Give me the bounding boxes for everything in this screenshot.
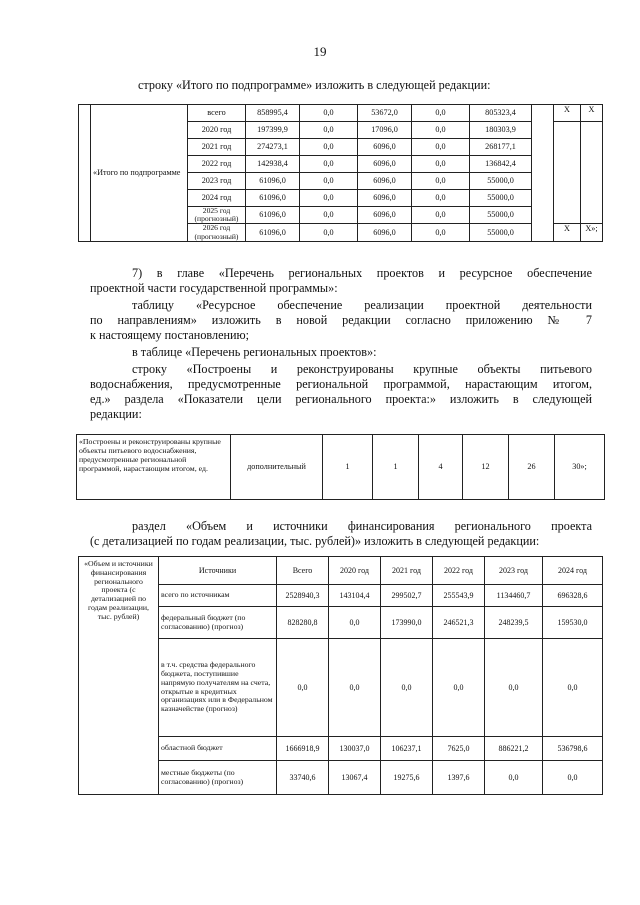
value-cell: 159530,0 (543, 607, 603, 639)
value-cell: 0,0 (433, 639, 485, 737)
value-cell: 26 (509, 435, 555, 500)
source-cell: федеральный бюджет (по согласованию) (прогноз) (159, 607, 277, 639)
indicator-table (76, 434, 605, 500)
value-cell: 2528940,3 (277, 585, 329, 607)
value-cell: 6096,0 (358, 207, 412, 224)
source-cell: местные бюджеты (по согласованию) (прогноз) (159, 761, 277, 795)
value-cell: 0,0 (300, 156, 358, 173)
value-cell: 136842,4 (470, 156, 532, 173)
value-cell: 1666918,9 (277, 737, 329, 761)
blank-cell (532, 105, 554, 242)
source-cell: всего по источникам (159, 585, 277, 607)
value-cell: 0,0 (300, 105, 358, 122)
value-cell: 6096,0 (358, 224, 412, 241)
value-cell: 1397,6 (433, 761, 485, 795)
value-cell: 0,0 (300, 173, 358, 190)
value-cell: 19275,6 (381, 761, 433, 795)
indicator-label: «Построены и реконструированы крупные объекты питьевого водоснабжения, предусмотренные региональной программой, нарастающим итогом, ед. (77, 435, 231, 500)
column-header: Всего (277, 557, 329, 585)
paragraph-line: (с детализацией по годам реализации, тыс. рублей)» изложить в следующей редакции: (90, 534, 540, 548)
value-cell: 61096,0 (246, 224, 300, 241)
paragraph-line: по направлениям» изложить в новой редакции согласно приложению № 7 (90, 313, 592, 327)
value-cell: 6096,0 (358, 139, 412, 156)
value-cell: 6096,0 (358, 156, 412, 173)
value-cell: 0,0 (329, 607, 381, 639)
value-cell: 0,0 (300, 207, 358, 224)
value-cell: 55000,0 (470, 173, 532, 190)
paragraph-line: в таблице «Перечень региональных проектов»: (132, 345, 377, 359)
value-cell: 55000,0 (470, 207, 532, 224)
value-cell: 0,0 (412, 105, 470, 122)
x-mark: X (554, 105, 581, 122)
value-cell: 886221,2 (485, 737, 543, 761)
value-cell: 1134460,7 (485, 585, 543, 607)
value-cell: 173990,0 (381, 607, 433, 639)
value-cell: 17096,0 (358, 122, 412, 139)
value-cell: 13067,4 (329, 761, 381, 795)
column-header: 2020 год (329, 557, 381, 585)
value-cell: 7625,0 (433, 737, 485, 761)
value-cell: 130037,0 (329, 737, 381, 761)
value-cell: 61096,0 (246, 190, 300, 207)
value-cell: 0,0 (412, 190, 470, 207)
year-cell: всего (188, 105, 246, 122)
value-cell: 53672,0 (358, 105, 412, 122)
value-cell: 0,0 (412, 224, 470, 241)
value-cell: 0,0 (300, 190, 358, 207)
value-cell: 0,0 (412, 173, 470, 190)
paragraph-line: ед.» раздела «Показатели цели регионального проекта:» изложить в следующей (90, 392, 592, 406)
value-cell: 12 (463, 435, 509, 500)
value-cell: 0,0 (412, 207, 470, 224)
value-cell: 142938,4 (246, 156, 300, 173)
value-cell: 61096,0 (246, 207, 300, 224)
year-cell: 2020 год (188, 122, 246, 139)
source-cell: областной бюджет (159, 737, 277, 761)
value-cell: 828280,8 (277, 607, 329, 639)
x-mark: X (554, 224, 581, 241)
value-cell: 197399,9 (246, 122, 300, 139)
paragraph-line: водоснабжения, предусмотренные региональной программой, нарастающим итогом, (90, 377, 592, 391)
spacer-cell (79, 105, 91, 242)
value-cell: 143104,4 (329, 585, 381, 607)
column-header: 2022 год (433, 557, 485, 585)
paragraph-line: 7) в главе «Перечень региональных проектов и ресурсное обеспечение (132, 266, 592, 280)
paragraph-line: проектной части государственной программы»: (90, 281, 338, 295)
value-cell: 299502,7 (381, 585, 433, 607)
year-cell: 2024 год (188, 190, 246, 207)
value-cell: 0,0 (412, 156, 470, 173)
value-cell: 536798,6 (543, 737, 603, 761)
value-cell: 6096,0 (358, 173, 412, 190)
column-header: 2024 год (543, 557, 603, 585)
value-cell: 268177,1 (470, 139, 532, 156)
year-cell: 2022 год (188, 156, 246, 173)
value-cell: 33740,6 (277, 761, 329, 795)
value-cell: 4 (419, 435, 463, 500)
page-number: 19 (313, 44, 327, 59)
value-cell: 246521,3 (433, 607, 485, 639)
value-cell: 248239,5 (485, 607, 543, 639)
column-header: 2021 год (381, 557, 433, 585)
paragraph-line: к настоящему постановлению; (90, 328, 250, 342)
indicator-type: дополнительный (231, 435, 323, 500)
paragraph-line: строку «Построены и реконструированы крупные объекты питьевого (132, 362, 592, 376)
value-cell: 0,0 (485, 639, 543, 737)
table-row (77, 435, 605, 500)
value-cell: 0,0 (381, 639, 433, 737)
value-cell: 6096,0 (358, 190, 412, 207)
value-cell: 274273,1 (246, 139, 300, 156)
value-cell: 0,0 (277, 639, 329, 737)
x-mark: X (581, 105, 603, 122)
value-cell: 0,0 (543, 761, 603, 795)
paragraph-line: таблицу «Ресурсное обеспечение реализации проектной деятельности (132, 298, 592, 312)
value-cell: 106237,1 (381, 737, 433, 761)
value-cell: 0,0 (300, 122, 358, 139)
value-cell: 1 (373, 435, 419, 500)
paragraph-line: раздел «Объем и источники финансирования регионального проекта (132, 519, 592, 533)
value-cell: 858995,4 (246, 105, 300, 122)
value-cell: 55000,0 (470, 190, 532, 207)
value-cell: 0,0 (300, 139, 358, 156)
year-cell: 2025 год (прогнозный) (188, 207, 246, 224)
value-cell: 55000,0 (470, 224, 532, 241)
value-cell: 0,0 (543, 639, 603, 737)
column-header: 2023 год (485, 557, 543, 585)
table-row (79, 105, 603, 122)
value-cell: 696328,6 (543, 585, 603, 607)
value-cell: 1 (323, 435, 373, 500)
paragraph-line: редакции: (90, 407, 142, 421)
value-cell: 61096,0 (246, 173, 300, 190)
x-column-blank (554, 122, 581, 224)
year-cell: 2023 год (188, 173, 246, 190)
source-cell: в т.ч. средства федерального бюджета, поступившие напрямую получателям на счета, открытые в кредитных организациях или в Федеральном казначействе (прогноз) (159, 639, 277, 737)
value-cell: 0,0 (300, 224, 358, 241)
x-column-blank (581, 122, 603, 224)
value-cell: 255543,9 (433, 585, 485, 607)
value-cell: 805323,4 (470, 105, 532, 122)
value-cell: 0,0 (412, 122, 470, 139)
header-row (79, 557, 603, 585)
value-cell: 30»; (555, 435, 605, 500)
x-mark: X»; (581, 224, 603, 241)
value-cell: 0,0 (329, 639, 381, 737)
column-header: Источники (159, 557, 277, 585)
financing-table (78, 556, 603, 795)
row-label: «Объем и источники финансирования регионального проекта (с детализацией по годам реализации, тыс. рублей) (79, 557, 159, 795)
subprogram-total-table (78, 104, 603, 242)
intro-line: строку «Итого по подпрограмме» изложить в следующей редакции: (138, 78, 491, 92)
year-cell: 2026 год (прогнозный) (188, 224, 246, 241)
year-cell: 2021 год (188, 139, 246, 156)
value-cell: 180303,9 (470, 122, 532, 139)
value-cell: 0,0 (412, 139, 470, 156)
value-cell: 0,0 (485, 761, 543, 795)
row-label: «Итого по подпрограмме (91, 105, 188, 242)
